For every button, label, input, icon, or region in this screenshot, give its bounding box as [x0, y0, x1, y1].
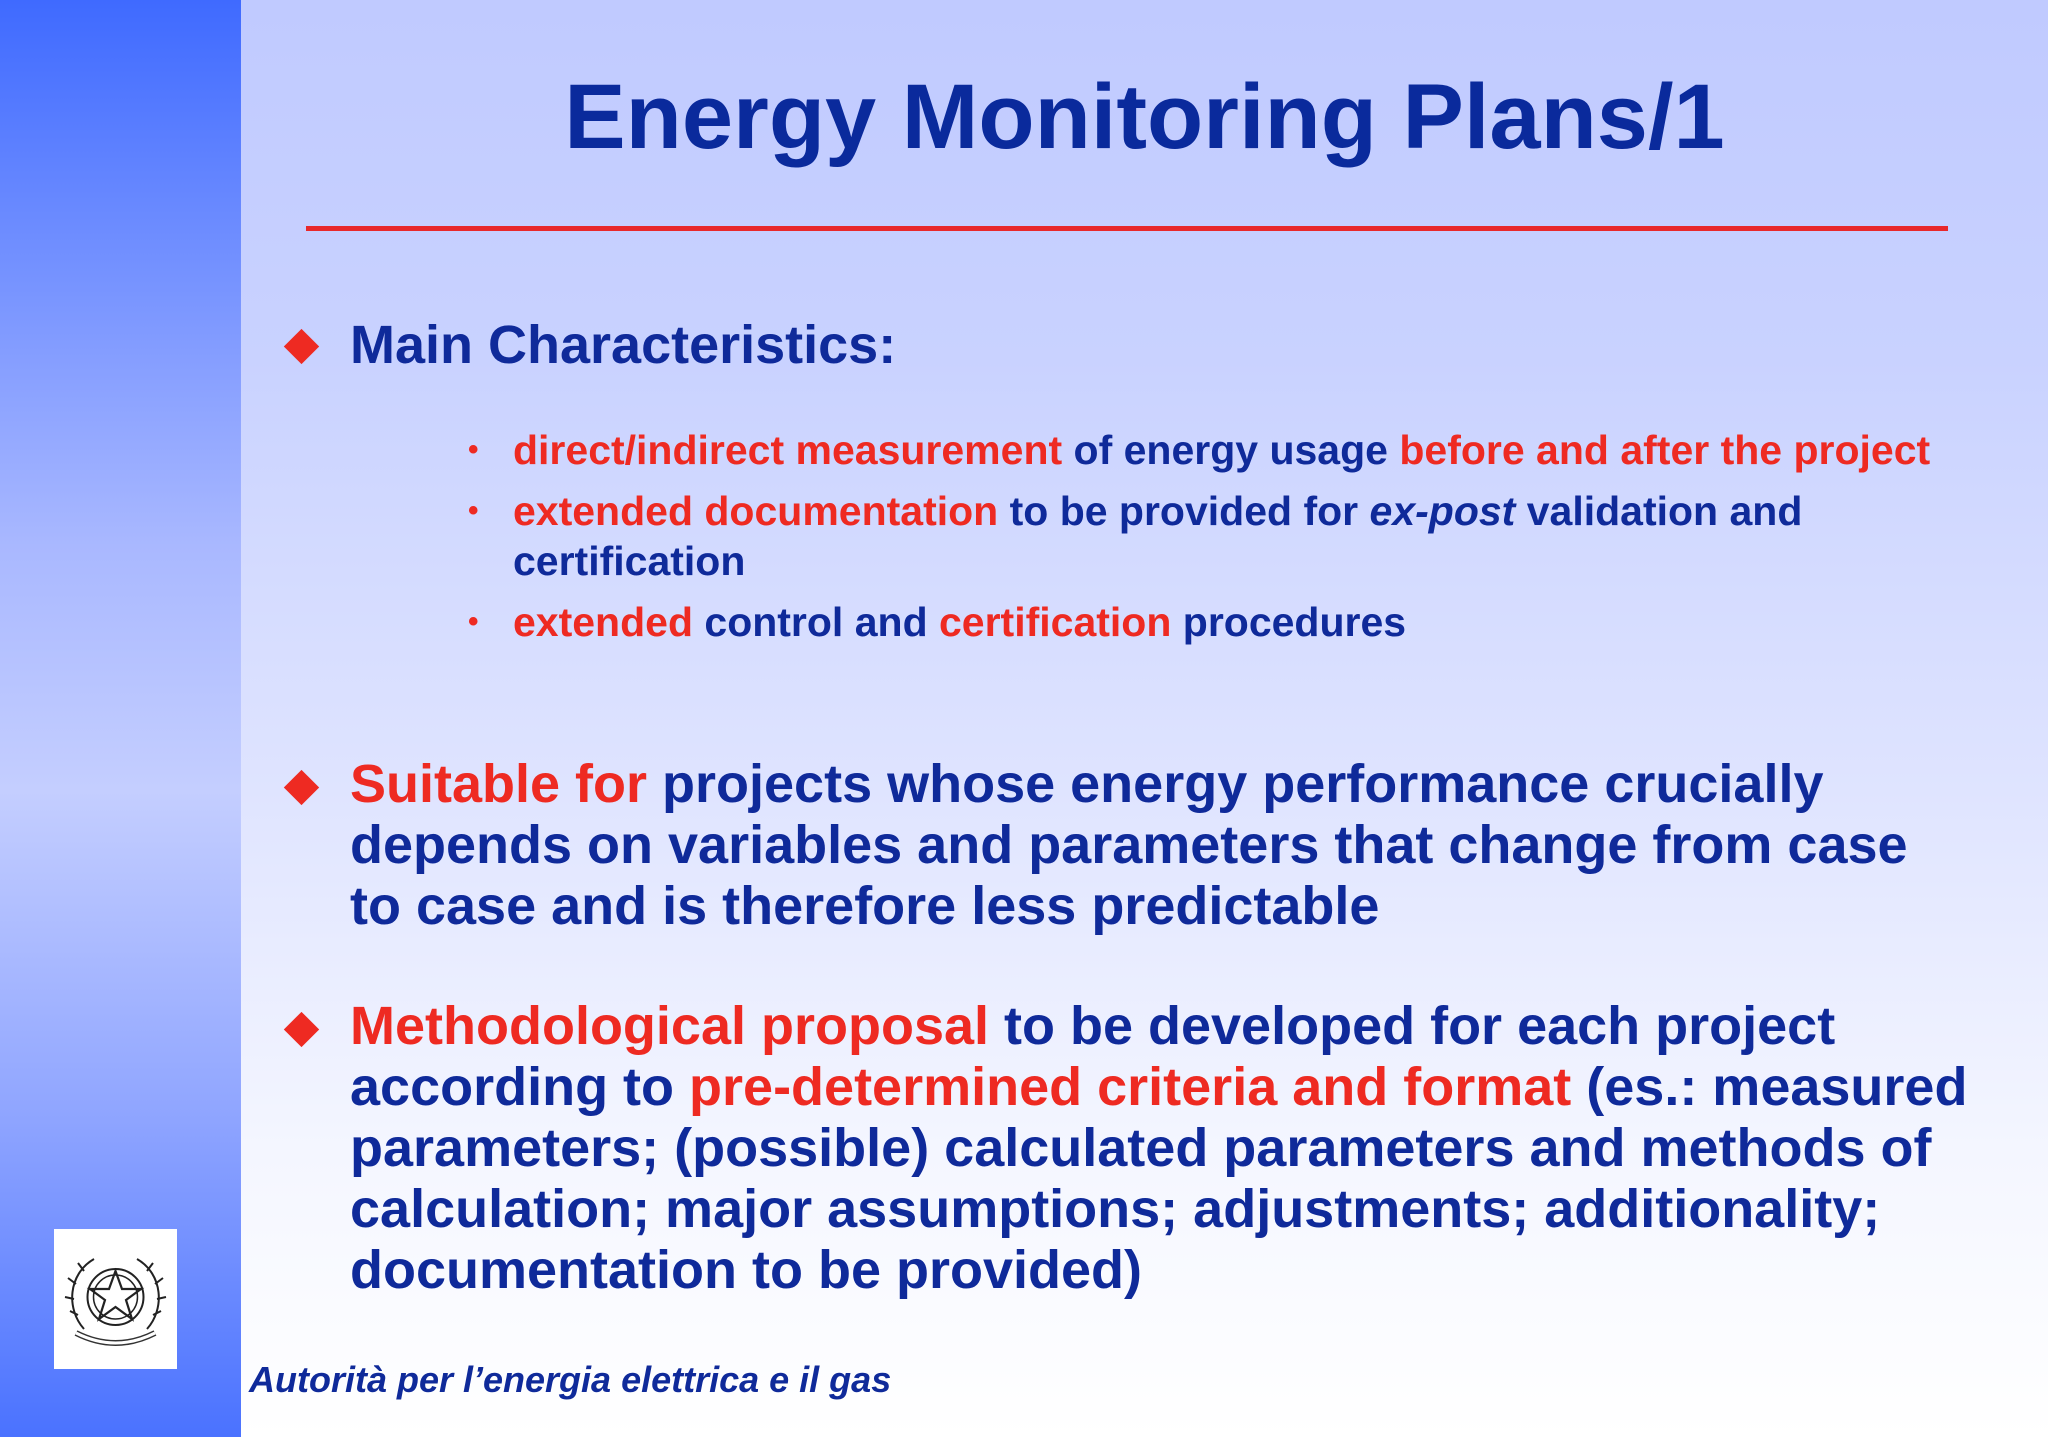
- list-item: [468, 425, 1948, 475]
- footer-authority-name: Autorità per l’energia elettrica e il gas: [249, 1359, 892, 1400]
- red-diamond-bullet-icon: [284, 1012, 319, 1047]
- red-diamond-bullet-icon: [284, 770, 319, 805]
- left-decorative-band: [0, 0, 241, 1437]
- slide-title: Energy Monitoring Plans/1: [564, 66, 1725, 168]
- list-item-red-text: certification: [939, 599, 1172, 645]
- title-underline: [306, 226, 1948, 231]
- list-item: [468, 597, 1948, 647]
- list-item-red-text: before and after the project: [1399, 427, 1931, 473]
- list-item-text: control and: [693, 599, 939, 645]
- methodology-paragraph: [350, 996, 1970, 1301]
- list-item-italic-text: ex-post: [1369, 488, 1516, 534]
- list-item-text: of energy usage: [1062, 427, 1400, 473]
- suitable-for-paragraph: [350, 754, 1970, 937]
- methodology-lead: Methodological proposal: [350, 996, 990, 1056]
- list-item-red-text: direct/indirect measurement: [513, 427, 1063, 473]
- methodology-rest: (es.: measured parameters; (possible) calculated parameters and methods of calculation; major assumptions; adjustments; additionality; documentation to be provided): [350, 1057, 1968, 1300]
- bullet-dot-icon: •: [468, 494, 479, 527]
- suitable-lead: Suitable for: [350, 754, 648, 814]
- main-characteristics-heading: Main Characteristics:: [350, 315, 897, 375]
- list-item-red-text: extended: [513, 599, 693, 645]
- suitable-text: projects whose energy performance crucially depends on variables and parameters that change from case to case and is therefore less predictable: [350, 754, 1908, 936]
- emblem-box: [54, 1229, 177, 1369]
- italian-republic-emblem-icon: [54, 1229, 177, 1369]
- list-item-text: validation and certification: [513, 488, 1803, 584]
- methodology-text: to be developed for each project according to: [350, 996, 1836, 1117]
- bullet-dot-icon: •: [468, 605, 479, 638]
- bullet-dot-icon: •: [468, 433, 479, 466]
- list-item: [468, 486, 1948, 586]
- list-item-text: procedures: [1171, 599, 1407, 645]
- methodology-red-text: pre-determined criteria and format: [689, 1057, 1572, 1117]
- characteristics-list: [468, 425, 1948, 658]
- list-item-text: to be provided for: [998, 488, 1370, 534]
- red-diamond-bullet-icon: [284, 329, 319, 364]
- list-item-red-text: extended documentation: [513, 488, 999, 534]
